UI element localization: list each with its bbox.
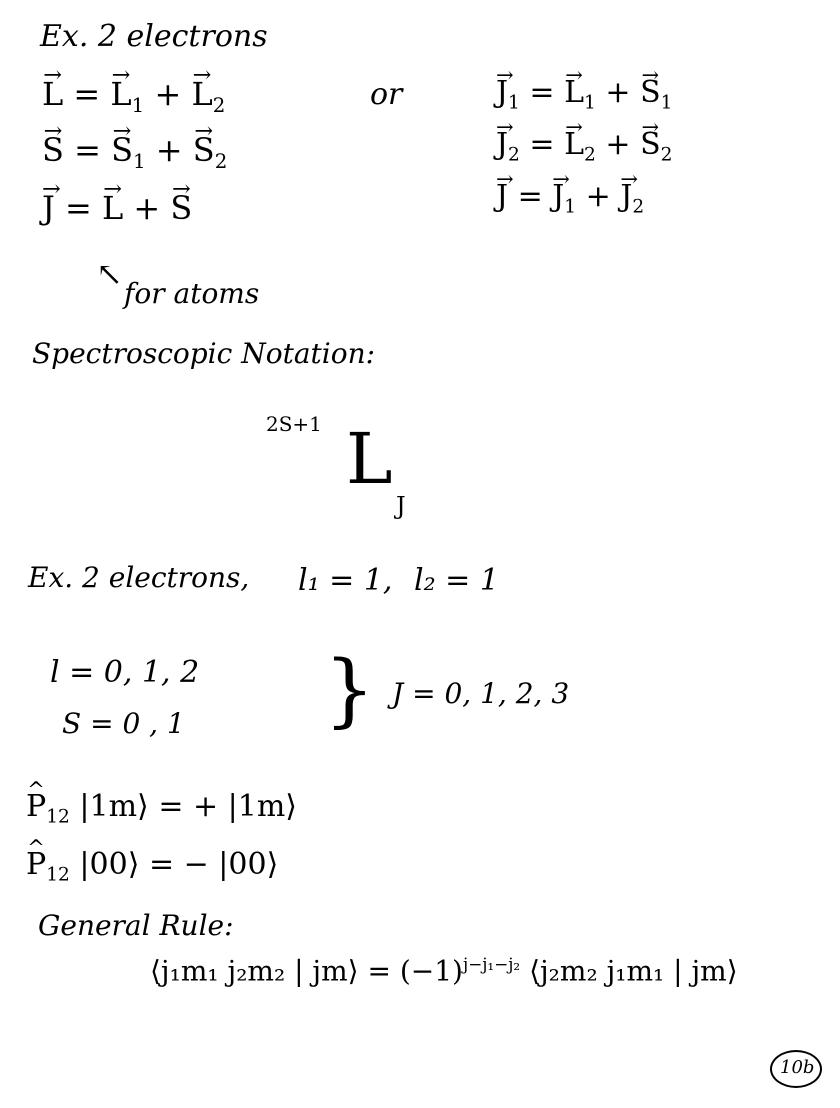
- l2-value: l₂ = 1: [414, 563, 499, 598]
- spectroscopic-heading: Spectroscopic Notation:: [32, 337, 376, 370]
- spectro-symbol: L: [346, 418, 393, 500]
- spectro-subscript: J: [396, 492, 406, 520]
- equation-S: → S = → $S_1$ + → $S_2$: [42, 134, 227, 172]
- rule-lhs: ⟨j₁m₁ j₂m₂ | jm⟩ = (−1): [150, 954, 463, 988]
- general-rule-heading: General Rule:: [38, 909, 234, 942]
- ket-1m: |1m⟩: [79, 789, 149, 824]
- j-values: J = 0, 1, 2, 3: [392, 677, 570, 710]
- equation-J2: → $J_2$ = → $L_2$ + → $S_2$: [496, 130, 672, 165]
- equation-L: → L = → $L_1$ + → $L_2$: [42, 78, 225, 116]
- l-values: l = 0, 1, 2: [50, 655, 200, 690]
- s-values: S = 0 , 1: [62, 707, 185, 740]
- exchange-line-1: ^ $P_{12}$ |1m⟩ = + |1m⟩: [26, 792, 297, 827]
- arrow-icon: ↖: [96, 255, 123, 293]
- spectro-superscript: 2S+1: [266, 412, 322, 436]
- equation-J: → J = → L + → S: [42, 192, 192, 224]
- ket-00: |00⟩: [79, 847, 140, 882]
- brace: }: [324, 643, 375, 736]
- l1-value: l₁ = 1,: [298, 563, 393, 598]
- exchange-line-2: ^ $P_{12}$ |00⟩ = − |00⟩: [26, 850, 278, 885]
- rule-rhs: ⟨j₂m₂ j₁m₁ | jm⟩: [529, 954, 738, 988]
- exchange-line-1-rhs: = + |1m⟩: [158, 789, 298, 824]
- exchange-line-2-rhs: = − |00⟩: [148, 847, 279, 882]
- page-number: 10b: [780, 1057, 815, 1078]
- example1-heading: Ex. 2 electrons: [40, 19, 268, 54]
- equation-J1: → $J_1$ = → $L_1$ + → $S_1$: [496, 78, 672, 113]
- for-atoms-note: for atoms: [124, 277, 260, 310]
- equation-J-total: → J = → $J_1$ + → $J_2$: [496, 182, 644, 217]
- general-rule-equation: [150, 954, 738, 988]
- or-word: or: [370, 77, 403, 112]
- example2-heading: Ex. 2 electrons,: [28, 561, 250, 594]
- page-number-circle: [770, 1050, 822, 1088]
- rule-exponent: j−j₁−j₂: [462, 954, 521, 974]
